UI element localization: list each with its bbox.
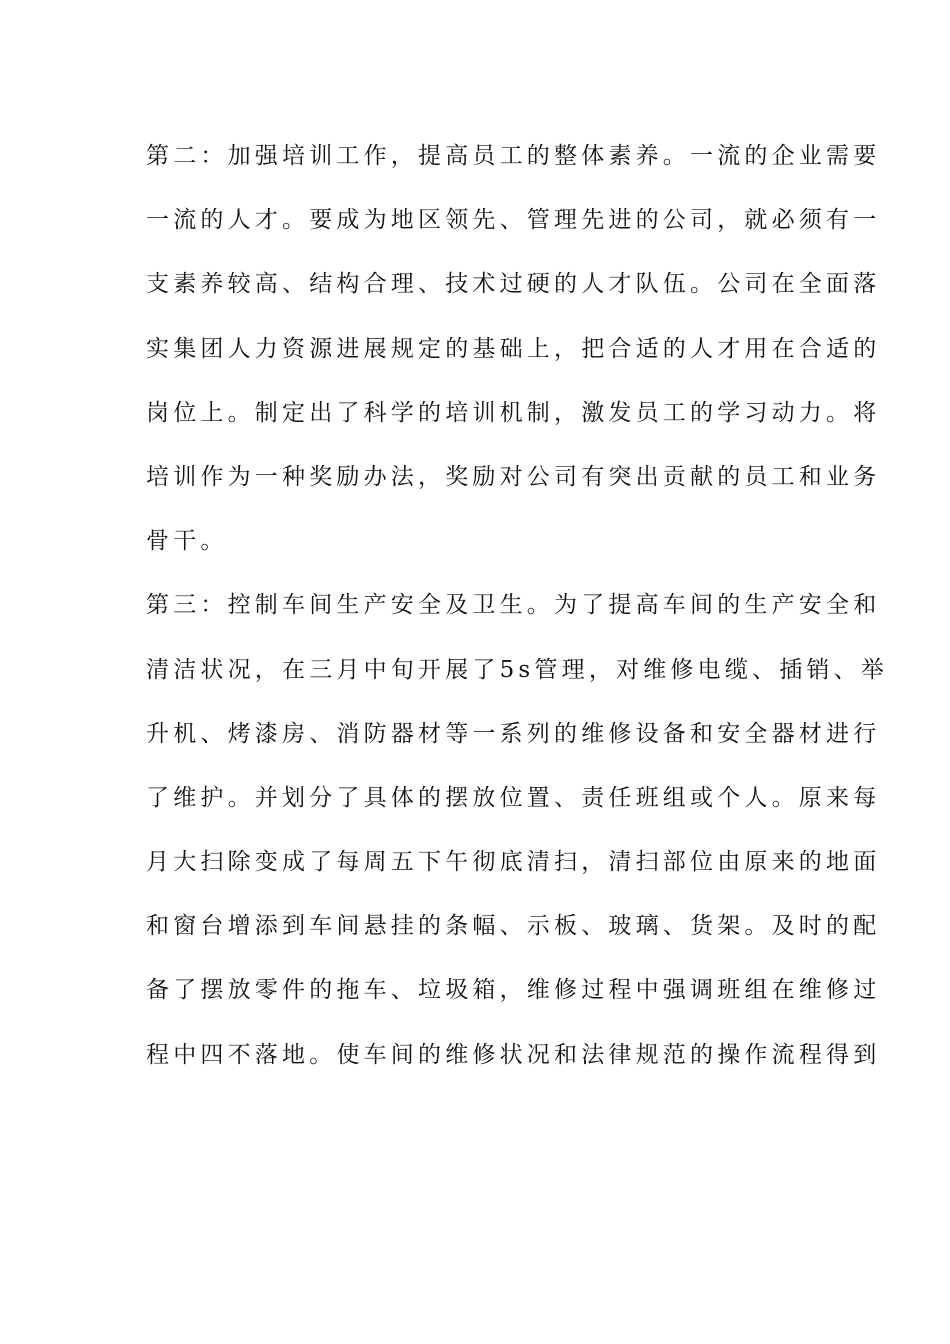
- text-line: 升机、烤漆房、消防器材等一系列的维修设备和安全器材进行: [146, 720, 881, 747]
- text-line: 支素养较高、结构合理、技术过硬的人才队伍。公司在全面落: [146, 271, 881, 298]
- text-line: 程中四不落地。使车间的维修状况和法律规范的操作流程得到: [146, 1041, 881, 1068]
- text-line: 第二：加强培训工作，提高员工的整体素养。一流的企业需要: [146, 143, 881, 169]
- text-line: 实集团人力资源进展规定的基础上，把合适的人才用在合适的: [146, 335, 881, 362]
- text-line: 月大扫除变成了每周五下午彻底清扫，清扫部位由原来的地面: [146, 849, 881, 876]
- text-line: 第三：控制车间生产安全及卫生。为了提高车间的生产安全和: [146, 592, 881, 619]
- text-line: 和窗台增添到车间悬挂的条幅、示板、玻璃、货架。及时的配: [146, 913, 881, 940]
- text-line: 培训作为一种奖励办法，奖励对公司有突出贡献的员工和业务: [146, 463, 881, 490]
- text-line: 骨干。: [146, 528, 228, 555]
- text-line: 备了摆放零件的拖车、垃圾箱，维修过程中强调班组在维修过: [146, 977, 881, 1004]
- text-line: 了维护。并划分了具体的摆放位置、责任班组或个人。原来每: [146, 784, 881, 811]
- text-line: 岗位上。制定出了科学的培训机制，激发员工的学习动力。将: [146, 399, 881, 426]
- document-body: [146, 124, 889, 1087]
- text-line: 清洁状况，在三月中旬开展了5s管理，对维修电缆、插销、举: [146, 656, 889, 683]
- text-line: 一流的人才。要成为地区领先、管理先进的公司，就必须有一: [146, 207, 881, 234]
